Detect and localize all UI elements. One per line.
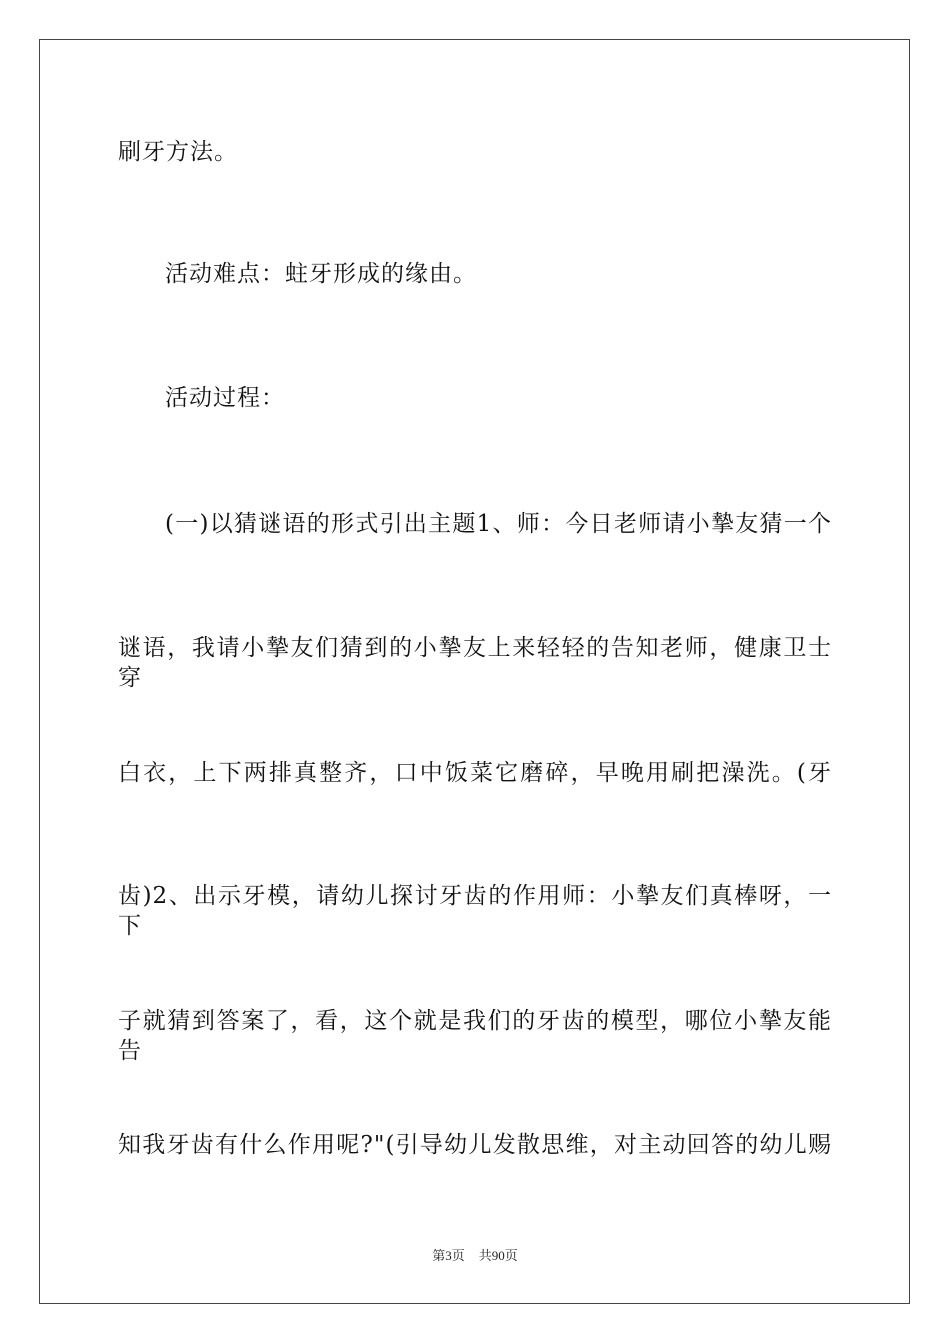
text-line-7: 齿)2、出示牙模，请幼儿探讨牙齿的作用师：小摯友们真棒呀，一下: [118, 883, 832, 939]
text-line-8: 子就猜到答案了，看，这个就是我们的牙齿的模型，哪位小摯友能告: [118, 1008, 832, 1064]
page-border: [39, 39, 910, 1304]
text-line-6: 白衣，上下两排真整齐，口中饭菜它磨碎，早晚用刷把澡洗。(牙: [118, 760, 832, 786]
text-line-5: 谜语，我请小摯友们猜到的小摯友上来轻轻的告知老师，健康卫士穿: [118, 635, 832, 691]
page-number: 第3页: [432, 1248, 465, 1263]
text-line-2: 活动难点：蛀牙形成的缘由。: [165, 261, 477, 287]
page-total: 共90页: [478, 1248, 518, 1263]
text-line-1: 刷牙方法。: [118, 139, 238, 165]
page-footer: [0, 1248, 950, 1264]
text-line-9: 知我牙齿有什么作用呢?"(引导幼儿发散思维，对主动回答的幼儿赐: [118, 1132, 832, 1158]
text-line-3: 活动过程：: [165, 385, 285, 411]
text-line-4: (一)以猜谜语的形式引出主题1、师：今日老师请小摯友猜一个: [165, 511, 832, 537]
